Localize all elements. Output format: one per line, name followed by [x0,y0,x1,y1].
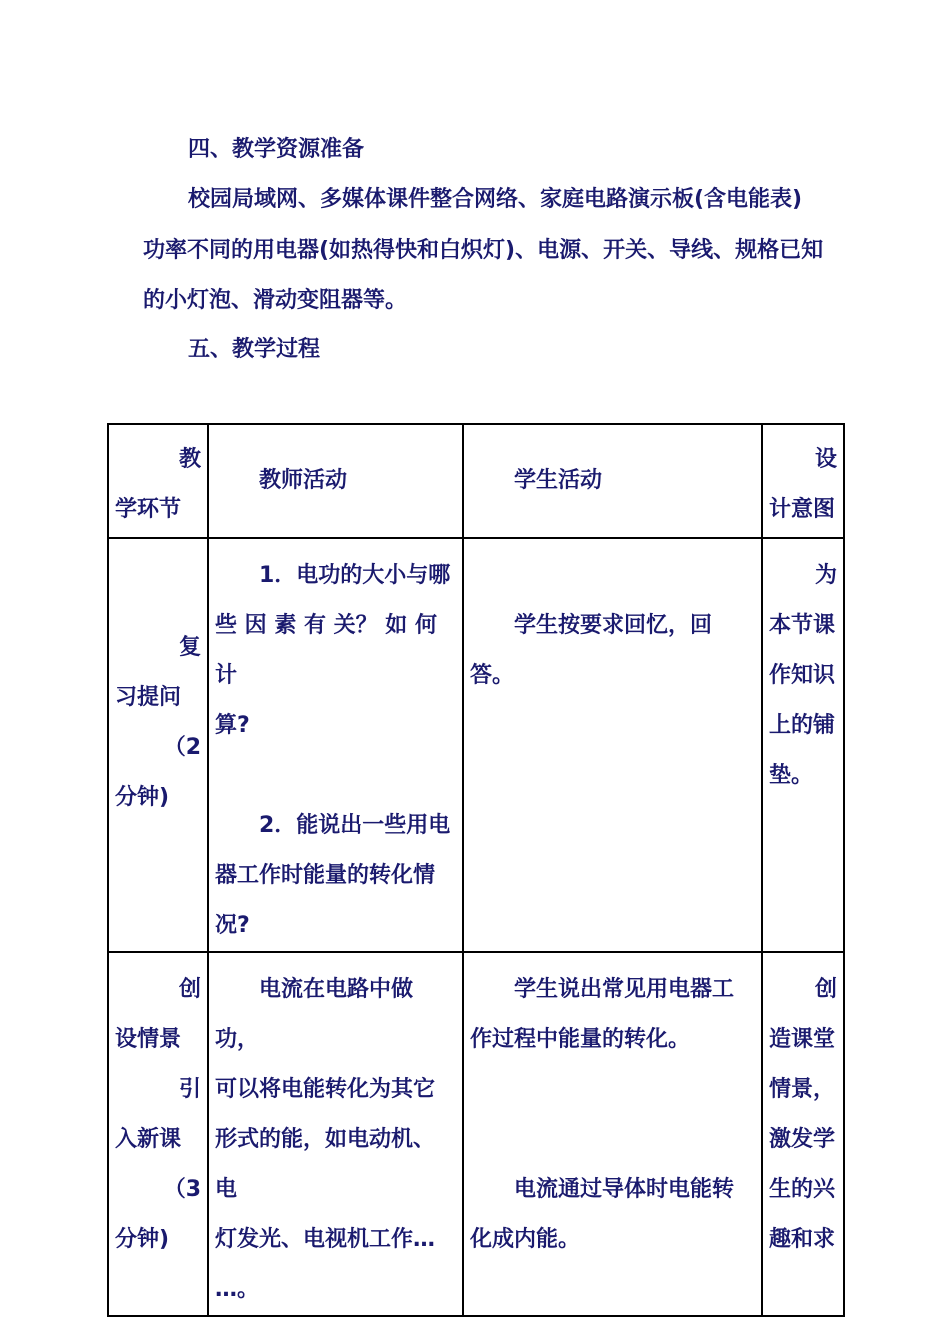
row2-intent-line3: 情景， [769,1077,836,1102]
row2-student-a-line1: 学生说出常见用电器工 [514,977,735,1002]
row2-stage [108,952,208,1316]
row1-teacher-q2-line1: 2．能说出一些用电 [259,813,451,838]
row2-intent-line1: 创 [814,977,837,1002]
row2-teacher-line1: 电流在电路中做功， [215,977,414,1052]
row1-stage [108,538,208,952]
table-header-row [108,424,844,538]
resources-line-3: 的小灯泡、滑动变阻器等。 [143,288,408,313]
header-intent [762,424,844,538]
row2-teacher-line5: …。 [215,1277,260,1302]
row1-intent-line1: 为 [814,563,837,588]
row1-student-text: 学生按要求回忆，回答。 [470,613,713,688]
header-stage-line1: 教 [178,447,201,472]
row1-intent [762,538,844,952]
row2-intent-line4: 激发学 [769,1127,836,1152]
row1-teacher-q1-line2: 些 因 素 有 关？ 如 何 计 [215,613,437,688]
row2-stage-line6: 分钟) [115,1227,170,1252]
row1-stage-line4: 分钟) [115,785,170,810]
row1-teacher-q1-line3: 算? [215,713,250,738]
header-intent-line2: 计意图 [769,497,836,522]
row1-intent-line4: 上的铺 [769,713,836,738]
row2-student-b-line2: 化成内能。 [470,1227,581,1252]
header-teacher [208,424,463,538]
row1-intent-line3: 作知识 [769,663,836,688]
row1-teacher [208,538,463,952]
header-teacher-label: 教师活动 [259,468,348,493]
header-stage-line2: 学环节 [115,497,182,522]
row2-stage-line1: 创 [178,977,201,1002]
row2-intent [762,952,844,1316]
row2-student-spacer1 [470,1065,755,1115]
row1-stage-line3: （2 [163,735,201,760]
resources-line-1: 校园局域网、多媒体课件整合网络、家庭电路演示板(含电能表) [188,187,803,212]
row2-student [463,952,762,1316]
row1-teacher-spacer [215,751,456,801]
row1-stage-line2: 习提问 [115,685,182,710]
row1-student [463,538,762,952]
row1-stage-line1: 复 [178,635,201,660]
row2-intent-line2: 造课堂 [769,1027,836,1052]
row2-student-spacer2 [470,1115,755,1165]
row2-teacher-line3: 形式的能，如电动机、电 [215,1127,436,1202]
table-row [108,538,844,952]
row1-teacher-q1-line1: 1．电功的大小与哪 [259,563,451,588]
header-intent-line1: 设 [814,447,837,472]
lesson-process-table [107,423,845,1317]
row2-stage-line5: （3 [163,1177,201,1202]
row2-teacher-line2: 可以将电能转化为其它 [215,1077,436,1102]
section4-heading: 四、教学资源准备 [188,137,365,162]
row2-student-a-line2: 作过程中能量的转化。 [470,1027,691,1052]
header-student-label: 学生活动 [514,468,603,493]
section5-heading: 五、教学过程 [188,337,321,362]
resources-line-2: 功率不同的用电器(如热得快和白炽灯)、电源、开关、导线、规格已知 [143,238,824,263]
row1-teacher-q2-line2: 器工作时能量的转化情 [215,863,436,888]
row2-intent-line6: 趣和求 [769,1227,836,1252]
row2-stage-line3: 引 [178,1077,201,1102]
table-row [108,952,844,1316]
row2-stage-line4: 入新课 [115,1127,182,1152]
row1-intent-line2: 本节课 [769,613,836,638]
header-stage [108,424,208,538]
header-student [463,424,762,538]
row2-student-b-line1: 电流通过导体时电能转 [514,1177,735,1202]
row2-teacher [208,952,463,1316]
row1-intent-line5: 垫。 [769,763,814,788]
row1-teacher-q2-line3: 况? [215,913,250,938]
row2-teacher-line4: 灯发光、电视机工作… [215,1227,436,1252]
row2-stage-line2: 设情景 [115,1027,182,1052]
row2-intent-line5: 生的兴 [769,1177,836,1202]
